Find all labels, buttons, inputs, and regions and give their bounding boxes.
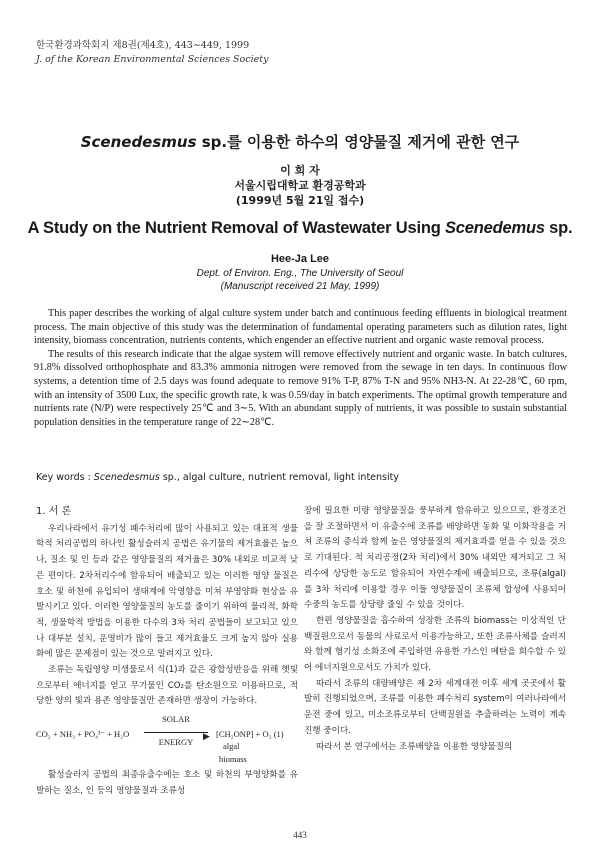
photosynthesis-equation [36,712,298,764]
arrow-head-icon: ▶ [203,730,210,741]
reaction-arrow [144,732,208,733]
body-column-right [304,504,566,755]
equation-below-arrow: ENERGY [158,737,194,748]
intro-paragraph-3: 활성슬러지 공법의 최종유출수에는 호소 및 하천의 부영양화를 유발하는 질소, 인 등의 영양물질과 조류성 [36,770,298,796]
journal-citation-en: J. of the Korean Environmental Sciences Society [36,54,269,65]
right-paragraph-3: 따라서 조류의 대량배양은 제 2차 세계대전 이후 세계 곳곳에서 활발히 진행되었으며, 조류를 이용한 폐수처리 system이 여러나라에서 운전 중에 있고, 미소조류로부터 단백질원을 추출하려는 노력이 계속 진행 중이다. [304,678,566,736]
page-number: 443 [293,830,307,840]
paper-title-korean [0,131,600,152]
received-date-ko: (1999년 5월 21일 접수) [235,194,365,207]
equation-reactants: CO₂ + NH₃ + PO₄³⁻ + H₂O [36,729,130,740]
abstract [34,307,567,429]
right-paragraph-4: 따라서 본 연구에서는 조류배양을 이용한 영양물질의 [316,741,513,752]
equation-under-label-1: algal [223,741,240,752]
author-block-english [0,253,600,294]
equation-under-label-2: biomass [219,754,247,765]
title-en-tail: sp. [544,219,573,237]
keywords-list: sp., algal culture, nutrient removal, light intensity [159,472,399,483]
author-block-korean [0,163,600,208]
right-paragraph-2: 한편 영양물질을 흡수하여 성장한 조류의 biomass는 이상적인 단백질원으로서 동물의 사료로서 이용가능하고, 또한 조류사체를 슬러지와 함께 혐기성 소화조에 주입하면 유용한 가스인 메탄을 회수할 수 있어 에너지원으로서도 가치가 있다. [304,615,566,674]
abstract-paragraph-2: The results of this research indicate that the algae system will remove effectively nutrient and organic waste. In batch cultures, 91.8% dissolved orthophosphate and 83.3% ammonia nitrogen were removed from the sewage in ten days. In continuous flow systems, a detention time of 2.5 days was found adequate to remove 91% T-P, 87% T-N and 95% NH3-N. At 22-28℃, 60 rpm, with an intensity of 3500 Lux, the specific growth rate, k was 0.59/day in batch experiments. The optimal growth temperature and nutrients rate (N/P) were respectively 25℃ and 3∼5. With an abundant supply of nutrients, it was possible to sustain substantial population densities in the temperature range of 22∼28℃. [34,348,567,428]
keywords-species: Scenedesmus [93,472,160,483]
author-name-en: Hee-Ja Lee [270,253,330,265]
title-en-lead: A Study on the Nutrient Removal of Wastewater Using [27,219,445,237]
equation-products: [CH₂ONP] + O₂ (1) [216,729,284,740]
received-date-en: (Manuscript received 21 May, 1999) [220,281,380,292]
author-affiliation-ko: 서울시립대학교 환경공학과 [234,179,366,192]
intro-paragraph-2: 조류는 독립영양 미생물로서 식(1)과 같은 광합성반응을 위해 햇빛으로부터 에너지를 얻고 무기물인 CO₂를 탄소원으로 이용하므로, 적당한 양의 빛과 용존 영양물질만 존재하면 생장이 가능하다. [36,665,298,707]
equation-above-arrow: SOLAR [162,714,190,725]
intro-paragraph-1: 우리나라에서 유기성 폐수처리에 많이 사용되고 있는 대표적 생물학적 처리공법의 하나인 활성슬러지 공법은 유기물의 제거효율은 높으나, 질소 및 인 등과 같은 영양물질의 제거율은 30% 내외로 비교적 낮은 편이다. 2차처리수에 함유되어 배출되고 있는 이러한 영양 물질은 호소 및 하천에 유입되어 생태계에 악영향을 미쳐 부영양화 현상을 유발시키고 있다. 이러한 영양물질의 농도를 줄이기 위하여 물리적, 화학적, 생물학적 방법을 이용한 다수의 3차 처리 공법들이 보고되고 있으나 대부분 설치, 운영비가 많이 들고 제거효율도 크게 높지 않아 실용화에 많은 문제점이 있는 것으로 알려지고 있다. [36,523,298,660]
abstract-paragraph-1: This paper describes the working of algal culture system under batch and continuous feeding effluents in biological treatment process. The main objective of this study was the determination of fundamental operating parameters such as dilution rates, light intensity, biomass concentration, nutrients contents, which engender an effective nutrient and organic waste removal process. [34,308,567,347]
author-affiliation-en: Dept. of Environ. Eng., The University of Seoul [196,267,404,279]
keywords [36,472,566,483]
title-en-species: Scenedemus [445,219,545,237]
keywords-label: Key words : [36,472,94,483]
paper-title-english [0,219,600,238]
journal-header [36,39,268,67]
title-ko-species: Scenedesmus [80,133,197,151]
section-heading-introduction: 1. 서 론 [36,506,72,517]
body-column-left [36,504,298,800]
journal-citation-ko: 한국환경과학회지 제8권(제4호), 443∼449, 1999 [36,40,250,51]
title-ko-rest: sp.를 이용한 하수의 영양물질 제거에 관한 연구 [196,133,520,151]
author-name-ko: 이 희 자 [280,164,320,177]
right-paragraph-1: 장에 필요한 미량 영양물질을 풍부하게 함유하고 있으므로, 환경조건을 잘 조절하면서 이 유출수에 조류를 배양하면 동화 및 이화작용을 거쳐 조류의 증식과 함께 높은 영양물질의 제거효과를 얻을 수 있을 것으로 기대된다. 적 치리공정(2차 처리)에서 30% 내외만 제거되고 그 처리수에 상당한 농도로 함유되어 자연수계에 배출되므로, 조류(algal)를 3차 처리에 이용할 경우 이들 영양물질이 조류체 합성에 사용되어 수중의 농도를 상당량 줄일 수 있을 것이다. [304,506,566,611]
